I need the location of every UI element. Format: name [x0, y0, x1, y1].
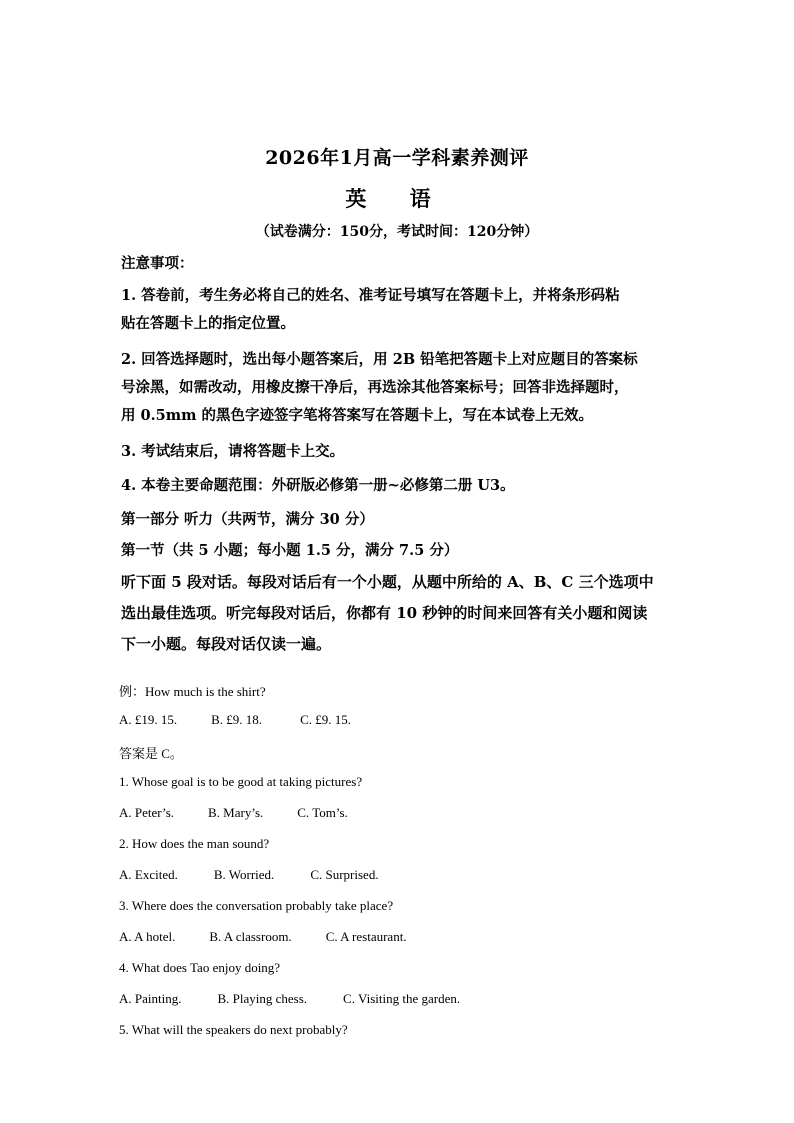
option-a: A. A hotel.	[119, 929, 176, 944]
listening-instructions: 听下面 5 段对话。每段对话后有一个小题，从题中所给的 A、B、C 三个选项中 选出最佳选项。听完每段对话后，你都有 10 秒钟的时间来回答有关小题和阅读 下一小题。每段对话仅读一遍。	[121, 573, 654, 653]
subject-title: 英 语	[345, 186, 449, 211]
question-4: 4. What does Tao enjoy doing?	[119, 960, 281, 975]
option-c: C. £9. 15.	[300, 712, 351, 727]
question-2-options	[119, 867, 405, 883]
notice-item-1: 1. 答卷前，考生务必将自己的姓名、准考证号填写在答题卡上，并将条形码粘 贴在答题卡上的指定位置。	[121, 287, 620, 332]
exam-info: （试卷满分：150分，考试时间：120分钟）	[255, 224, 539, 240]
option-c: C. A restaurant.	[325, 929, 407, 944]
question-1: 1. Whose goal is to be good at taking pictures?	[119, 774, 363, 789]
option-a: A. Painting.	[119, 991, 182, 1006]
option-b: B. Mary’s.	[208, 805, 264, 820]
example-options	[119, 712, 377, 728]
option-c: C. Visiting the garden.	[343, 991, 461, 1006]
option-a: A. £19. 15.	[119, 712, 178, 727]
question-2: 2. How does the man sound?	[119, 836, 270, 851]
example-question: 例：How much is the shirt?	[119, 684, 266, 699]
notice-item-4: 4. 本卷主要命题范围：外研版必修第一册~必修第二册 U3。	[121, 477, 515, 494]
question-5: 5. What will the speakers do next probably?	[119, 1022, 348, 1037]
section1-heading: 第一节（共 5 小题；每小题 1.5 分，满分 7.5 分）	[121, 542, 459, 559]
option-a: A. Peter’s.	[119, 805, 175, 820]
example-answer: 答案是 C。	[119, 746, 183, 761]
question-3-options	[119, 929, 433, 945]
option-c: C. Tom’s.	[297, 805, 348, 820]
question-1-options	[119, 805, 374, 821]
option-a: A. Excited.	[119, 867, 178, 882]
notice-heading: 注意事项：	[121, 255, 194, 272]
option-c: C. Surprised.	[310, 867, 379, 882]
option-b: B. £9. 18.	[211, 712, 263, 727]
question-3: 3. Where does the conversation probably take place?	[119, 898, 394, 913]
exam-title: 2026年1月高一学科素养测评	[265, 147, 529, 169]
option-b: B. A classroom.	[209, 929, 292, 944]
question-4-options	[119, 991, 486, 1007]
option-b: B. Playing chess.	[217, 991, 308, 1006]
notice-item-2: 2. 回答选择题时，选出每小题答案后，用 2B 铅笔把答题卡上对应题目的答案标 号涂黑，如需改动，用橡皮擦干净后，再选涂其他答案标号；回答非选择题时， 用 0.5mm 的黑色字迹签字笔将答案写在答题卡上，写在本试卷上无效。	[121, 351, 638, 424]
option-b: B. Worried.	[213, 867, 275, 882]
notice-item-3: 3. 考试结束后，请将答题卡上交。	[121, 443, 345, 460]
part1-heading: 第一部分 听力（共两节，满分 30 分）	[121, 511, 374, 528]
